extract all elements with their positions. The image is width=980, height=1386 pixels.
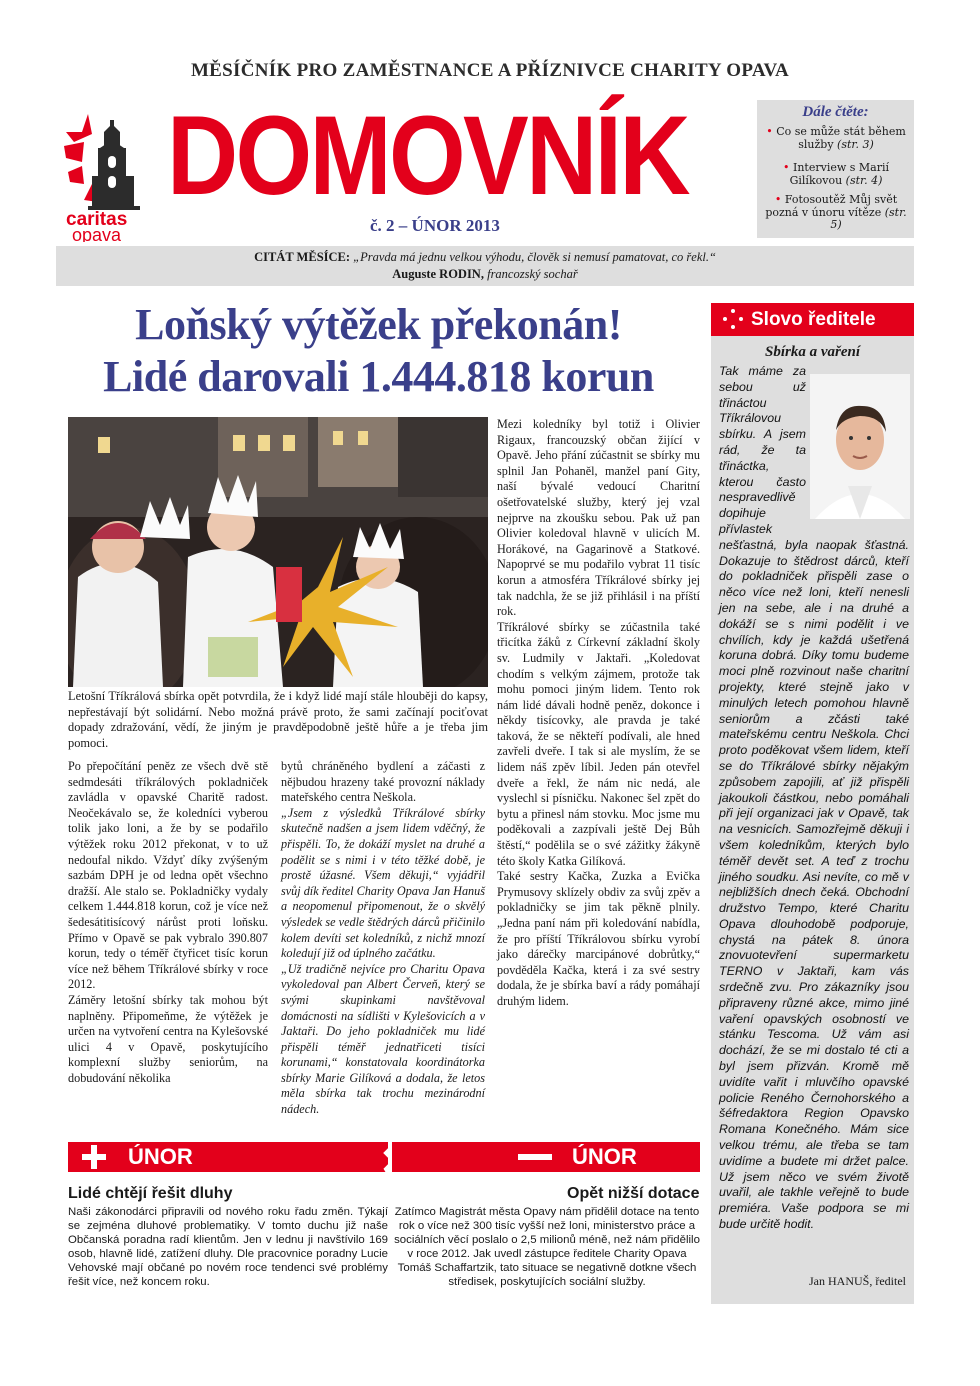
read-more-item[interactable]: [763, 162, 909, 187]
february-minus-label: ÚNOR: [572, 1144, 637, 1169]
read-more-item-ref: (str. 3): [837, 137, 874, 151]
quote-text: „Pravda má jednu velkou výhodu, člověk si nemusí pamatovat, co řekl.“: [353, 250, 716, 264]
director-column-header: [711, 303, 914, 336]
caritas-logo: [62, 112, 158, 242]
february-plus-label: ÚNOR: [128, 1144, 193, 1169]
read-more-title: Dále čtěte:: [802, 104, 869, 120]
dots-icon: [721, 307, 745, 335]
portrait-float-spacer: [806, 364, 909, 524]
article-paragraph: Mezi koledníky byl totiž i Olivier Rigaux, francouzský občan žijící v Opavě. Jeho přání zúčastnit se sbírky mu splnil Jan Pohaněl, manžel paní Gity, naší bývalé vedoucí Charitní ošetřovatelské služby, který jej vzal nejprve na zkoušku sebou. Pak už pan Olivier koledoval hlavně v ulicích M. Horákové, na Gagarinově a Statkové. Napoprvé se mu podařilo vybrat 11 tisíc korun a atmosféra Tříkrálové sbírky jej tak nadchla, že se již přihlásil i na příští rok.: [497, 417, 700, 619]
article-column-2: [281, 759, 485, 1118]
subsidy-news-headline: Opět nižší dotace: [567, 1185, 700, 1202]
read-more-item-text: Interview s Marií Gilíkovou: [789, 161, 890, 187]
quote-label: CITÁT MĚSÍCE:: [254, 250, 351, 264]
quote-author: Auguste RODIN,: [392, 267, 484, 281]
article-photo-carolers: [68, 417, 488, 687]
read-more-item[interactable]: [763, 126, 909, 151]
minus-icon: [518, 1145, 552, 1173]
read-more-item-text: Co se může stát během služby: [776, 125, 906, 151]
february-minus-bar: [392, 1142, 700, 1172]
director-column-body: [711, 336, 914, 1304]
article-paragraph: Po přepočítání peněz ze všech dvě stě sedmdesáti tříkrálových pokladniček zavládla v opavské Charitě radost. Neočekávalo se, že koledníci vyberou tolik jako loni, a že by se podařilo výtěžek roku 2012 překonat, v to už nedoufal nikdo. Vždyť díky zvýšeným sazbám DPH je od ledna opět všechno dražší. Ale stalo se. Pokladničky vydaly celkem 1.444.818 korun, což je více než šedesátitisícový nárůst proti loňsku. Přímo v Opavě se pak vybralo 390.807 korun, tedy o téměř čtyřicet tisíc korun více než během Tříkrálové sbírky v roce 2012.: [68, 759, 268, 992]
article-paragraph: „Jsem z výsledků Tříkrálové sbírky skutečně nadšen a jsem lidem vděčný, že přispěli. To, že dokáží myslet na druhé a podělit se s nimi i v této těžké době, je prostě úžasné. Všem děkuji,“ vyjádřil svůj dík ředitel Charity Opava Jan Hanuš a neopomenul připomenout, že o skvělý výsledek se vedle štědrých dárců přičinilo kolem devíti set koledníků, z nichž mnozí koledují již od úplného začátku.: [281, 805, 485, 961]
article-paragraph: Také sestry Kačka, Zuzka a Evička Prymusovy sklízely obdiv za svůj zpěv a pokladničky se jim tak pěkně plnily. „Jedna paní nám při koledování nabídla, že pro příští Tříkrálovou sbírku vyrobí jako dárečky marcipánové dobrůtky,“ povděděla Kačka, která i za své sestry dodala, že je sbírka baví a rády pomáhají druhým lidem.: [497, 869, 700, 1008]
director-text-body: Tak máme za sebou už třináctou Tříkrálovou sbírku. A jsem rád, že ta třináctka, kterou často nespravedlivě dopihuje přívlastek nešťastná, byla naopak šťastná. Dokazuje to štědrost dárců, kteří do pokladniček přispěli zase o něco více než loni, kteří nenesli jen na sebe, ale i na druhé a dokáží se s nimi podělit i ve chvílích, kdy je každá ušetřená koruna dobrá. Díky tomu budeme moci plně rozvinout naše charitní projekty, které stejně jako v minulých letech pomohou hlavně seniorům a zčásti také mateřskému centru Neškola. Chci proto poděkovat všem lidem, kteří se do Tříkrálové sbírky nějakým způsobem zapojili, ať již přispěli jakoukoli částkou, nebo pomáhali při její organizaci jak v Opavě, tak na vesnicích. Samozřejmě děkuji i všem koledníkům, kterých bylo téměř devět set. A teď z trochu jiného soudku. Asi nevíte, co mě v nejbližších dnech čeká. Obchodní družstvo Tempo, které Charitu Opava dlouhodobě podporuje, chystá na pátek 8. února znovuotevření supermarketu TERNO v Jaktaři, kam vás srdečně zvu. Pro zákazníky jsou připraveny různé akce, mimo jiné vaření opavských osobností ve stánku Tescoma. Už vám asi dochází, že se mi dostalo té cti a byl jsem přizván. Kromě mě uvidíte vařit i mluvčího opavské policie Reného Černohorského a šéfredaktora Region Opavsko Romana Konečného. Mám sice velkou trému, ale třeba se tam uvidíme a budete mi držet palce. Už jsem něco ve svém životě uvařil, ale takhle veřejně to bude premiéra. Vaše podpora se mi bude určitě hodit.: [719, 364, 909, 1232]
read-more-item-ref: (str. 5): [830, 205, 907, 231]
read-more-item[interactable]: [763, 194, 909, 232]
article-subheadline: Lidé darovali 1.444.818 korun: [103, 352, 654, 401]
read-more-item-text: Fotosoutěž Můj svět pozná v únoru vítěze: [765, 193, 898, 219]
article-paragraph: bytů chráněného bydlení a záčasti z nějbudou hrazeny také provozní náklady mateřského centra Neškola.: [281, 759, 485, 805]
article-paragraph: Záměry letošní sbírky tak mohou být naplněny. Připomeňme, že výtěžek je určen na vytvoření centra na Kylešovské ulici 4 v Opavě, poskytujícího komplexní služby seniorům, na dobudování několika: [68, 992, 268, 1085]
quote-of-month: [56, 246, 914, 286]
article-paragraph: Tříkrálové sbírky se zúčastnila také třicítka žáků z Církevní základní školy sv. Ludmily v Jaktaři. „Koledovat chodím s velkým zájmem, protože tak mohu pomoci jiným lidem. Tento rok nám lidé dávali hodně peněz, dokonce i někdy tisícovky, ale pravda je také taková, že se někteří podívali, ale hned zavřeli dveře. I tak si ale myslím, že se lidem náš zpěv líbil. Jeden pán otevřel dveře a řekl, že nám nic nedá, ale vyslechl si písničku. Nakonec šel zpět do bytu a přinesl nám stovku. Moc jsme mu poděkovali a zazpívali ještě Dej Bůh štěstí,“ podělila se o své zážitky žákyně této školy Katka Gilíková.: [497, 619, 700, 868]
article-column-1: [68, 759, 268, 1086]
subsidy-news-text: Zatímco Magistrát města Opavy nám přidělil dotace na tento rok o více než 300 tisíc vyšší než loni, ministerstvo práce a sociálních věcí poslalo o 2,5 milionů méně, než nám přidělilo v roce 2012. Jak uvedl zástupce ředitele Charity Opava Tomáš Schaffartzik, tato situace se negativně dotkne všech středisek, poskytujících sociální služby.: [394, 1206, 700, 1288]
logo-text-caritas: caritas: [66, 209, 128, 230]
issue-number: č. 2 – ÚNOR 2013: [370, 216, 500, 235]
director-signature: Jan HANUŠ, ředitel: [809, 1274, 906, 1288]
article-lead: Letošní Tříkrálová sbírka opět potvrdila, že i když lidé mají stále hlouběji do kapsy, nepřestávají být solidární. Nebo možná právě proto, že sami začínají pociťovat dopady zdražování, vědí, že jiným je pravděpodobně ještě hůře a je třeba jim pomoci.: [68, 689, 488, 750]
director-column-text: [719, 364, 909, 1233]
masthead-title: DOMOVNÍK: [167, 93, 688, 218]
debt-news-headline: Lidé chtějí řešit dluhy: [68, 1185, 233, 1202]
plus-icon: [82, 1145, 106, 1173]
article-headline: Loňský výtěžek překonán!: [135, 300, 622, 349]
february-plus-bar: [68, 1142, 388, 1172]
article-column-3: [497, 417, 700, 1010]
newspaper-subtitle: MĚSÍČNÍK PRO ZAMĚSTNANCE A PŘÍZNIVCE CHARITY OPAVA: [190, 60, 790, 81]
quote-author-desc: francozský sochař: [487, 267, 578, 281]
debt-news-text: Naši zákonodárci připravili od nového roku řadu změn. Týkají se zejména dluhové problematiky. V tomto duchu již naše Občanská poradna radí klientům. Jen v lednu ji navštívilo 169 osob, hlavně lidé, zatížení dluhy. Dle pracovnice poradny Lucie Vehovské mají občané po novém roce tendenci své problémy řešit více, než koncem roku.: [68, 1206, 388, 1288]
read-more-item-ref: (str. 4): [845, 173, 883, 187]
logo-text-opava: opava: [72, 225, 122, 242]
article-paragraph: „Už tradičně nejvíce pro Charitu Opava vykoledoval pan Albert Červeň, který se svými skupinkami navštěvoval domácnosti na sídlišti v Kylešovicích a v Jaktaři. Do jeho pokladniček mu lidé přispěli téměř jednatřiceti tisíci korunami,“ konstatovala koordinátorka sbírky Marie Gilíková a dodala, že letos měla sbírka tak trochu mezinárodní nádech.: [281, 961, 485, 1117]
director-column-subtitle: Sbírka a vaření: [764, 344, 860, 360]
director-column-title: Slovo ředitele: [751, 309, 876, 330]
read-more-box: [757, 100, 914, 238]
